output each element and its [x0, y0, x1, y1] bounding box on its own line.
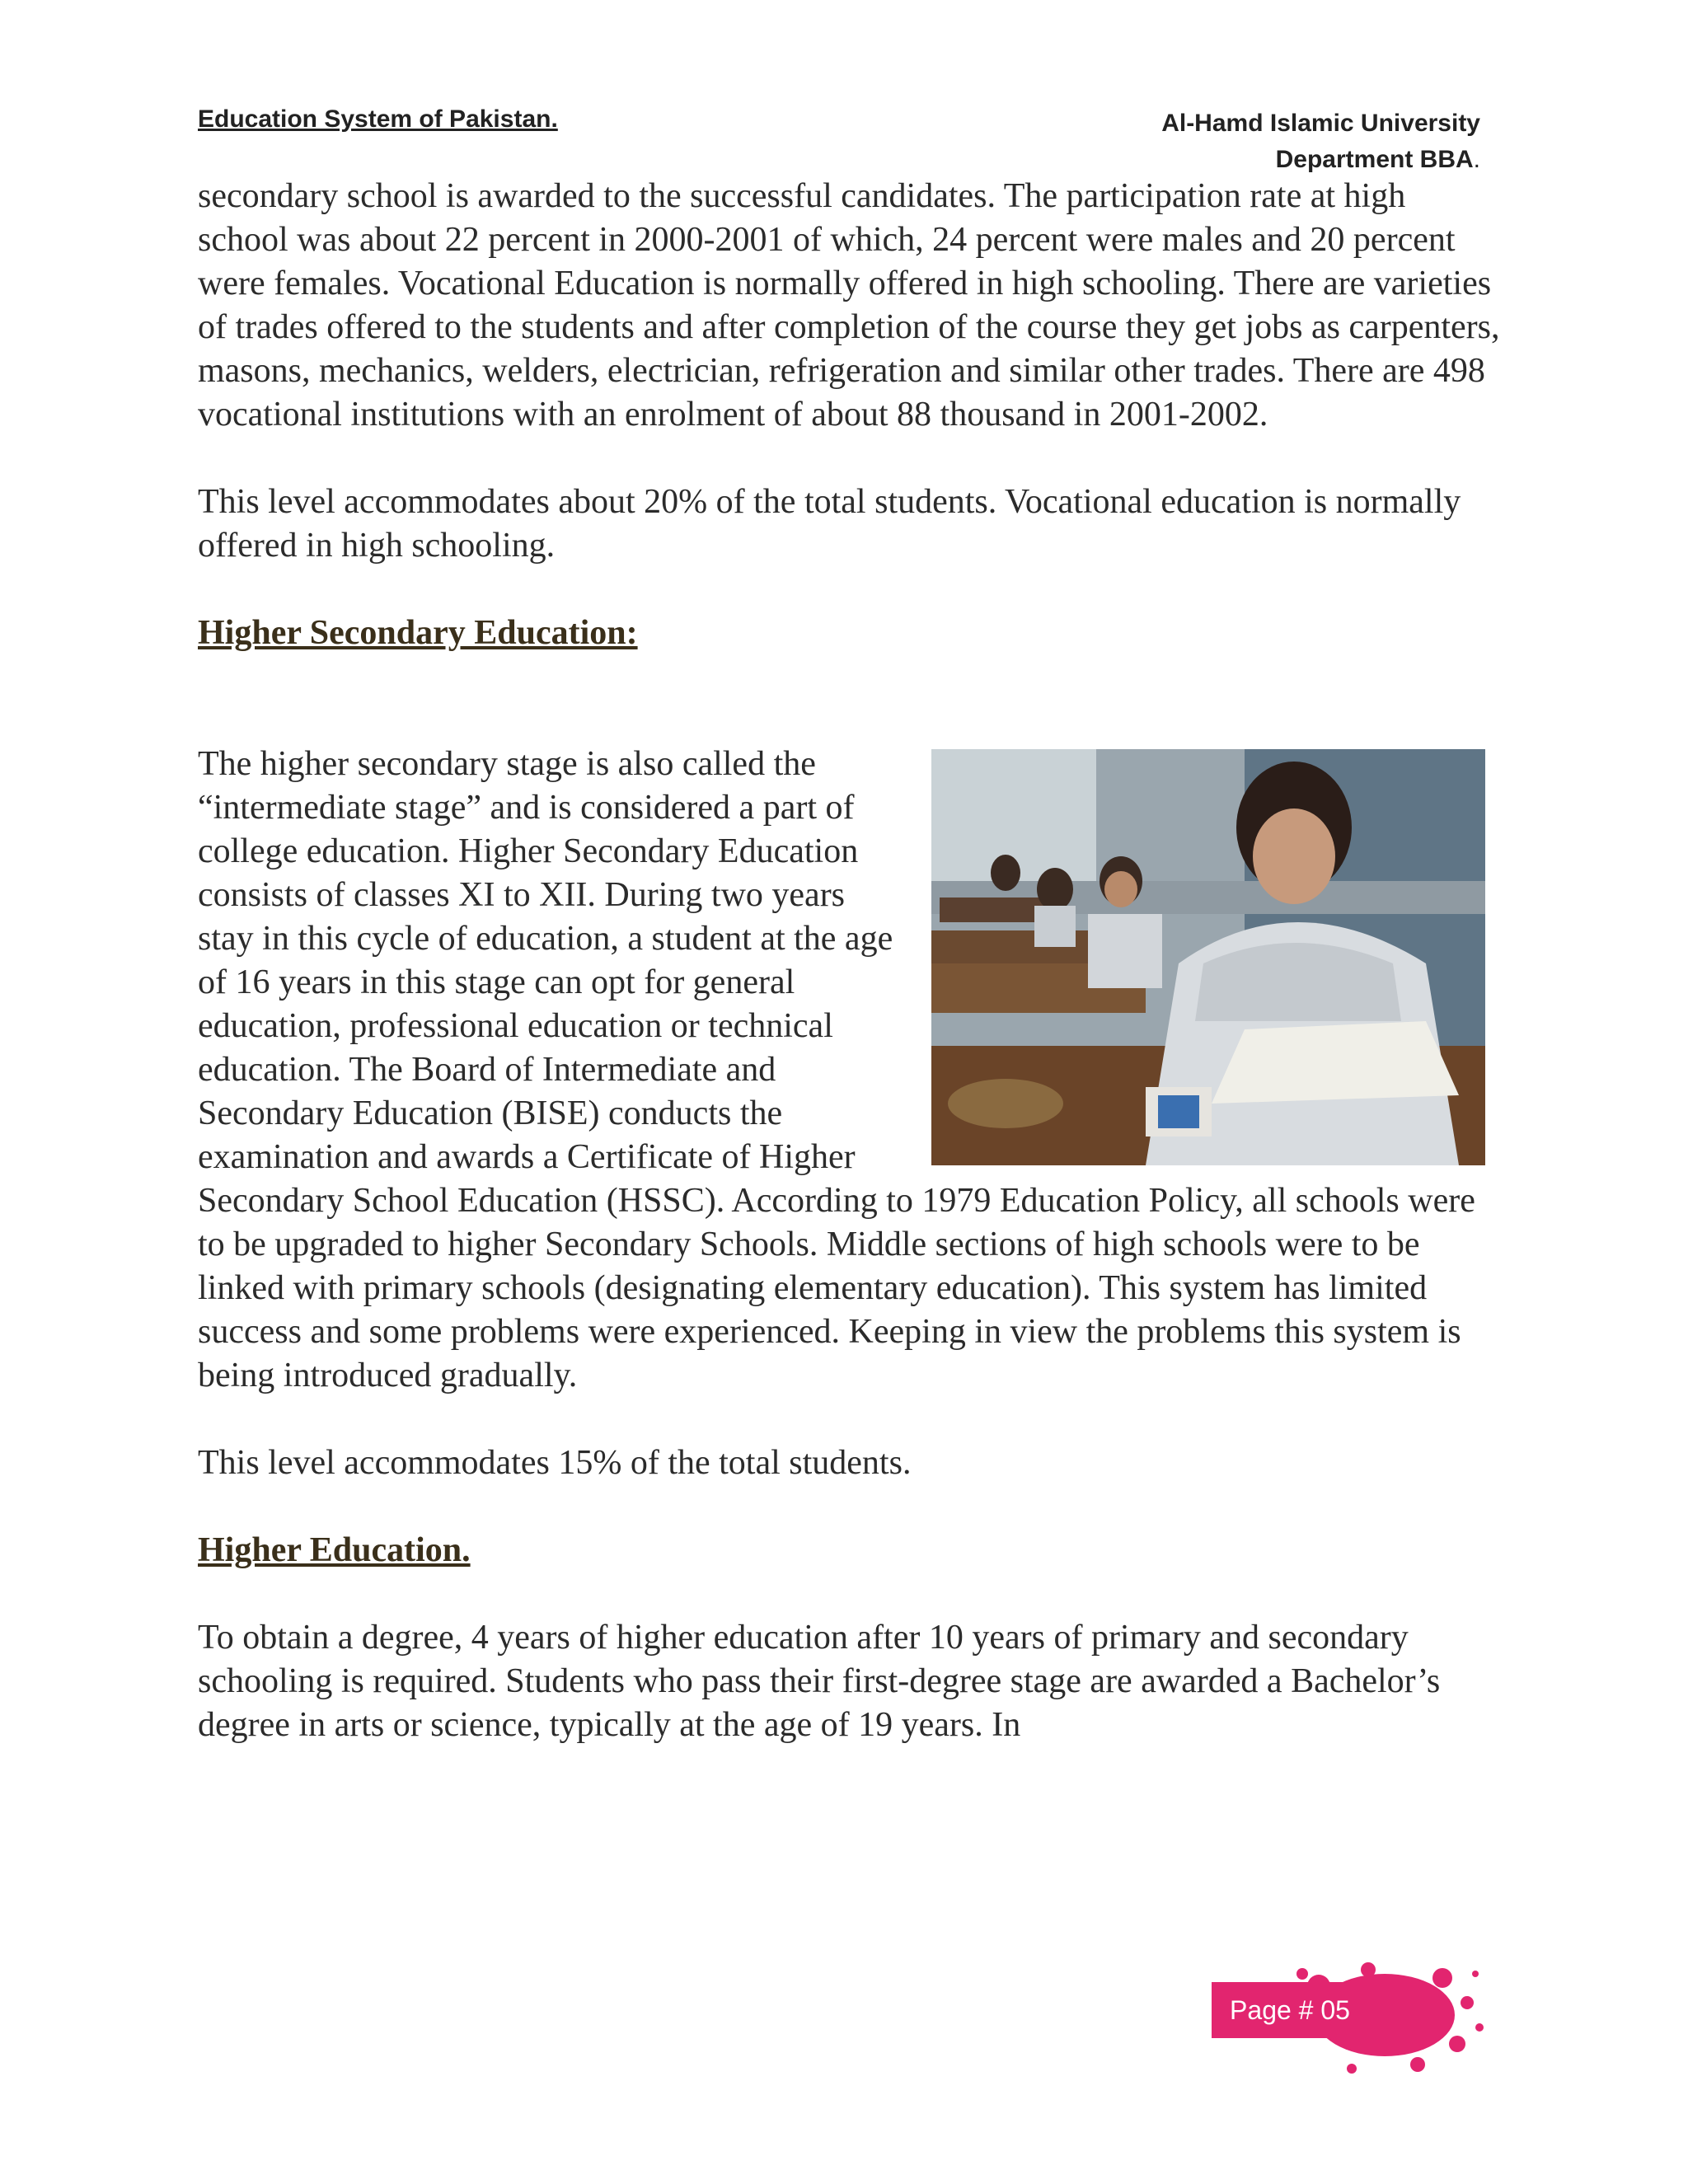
exam-hall-photo	[931, 749, 1485, 1165]
page-number-badge: Page # 05	[1212, 1982, 1368, 2038]
header-institution	[1161, 105, 1480, 178]
department-name: Department BBA	[1275, 146, 1474, 173]
paragraph-secondary-continuation: secondary school is awarded to the successful candidates. The participation rate at high school was about 22 percent in 2000-2001 of which, 24 percent were males and 20 percent were females. Vocational Education is normally offered in high schooling. There are varieties of trades offered to the students and after completion of the course they get jobs as carpenters, masons, mechanics, welders, electrician, refrigeration and similar other trades. There are 498 vocational institutions with an enrolment of about 88 thousand in 2001-2002.	[198, 177, 1500, 434]
document-title: Education System of Pakistan.	[198, 105, 558, 133]
heading-higher-secondary: Higher Secondary Education:	[198, 614, 638, 652]
university-name: Al-Hamd Islamic University	[1161, 110, 1480, 137]
paragraph-higher-secondary: The higher secondary stage is also called the “intermediate stage” and is considered a part of college education. Higher Secondary Education consists of classes XI to XII. During two years stay in this cycle of education, a student at the age of 16 years in this stage can opt for general education, professional education or technical education. The Board of Intermediate and Secondary Education (BISE) conducts the examination and awards a Certificate of Higher Secondary School Education (HSSC). According to 1979 Education Policy, all schools were to be upgraded to higher Secondary Schools. Middle sections of high schools were to be linked with primary schools (designating elementary education). This system has limited success and some problems were experienced. Keeping in view the problems this system is being introduced gradually.	[198, 745, 1475, 1394]
page-content	[198, 175, 1500, 1747]
paragraph-higher-secondary-share: This level accommodates 15% of the total students.	[198, 1444, 912, 1482]
department-line	[1161, 142, 1480, 178]
paragraph-high-school-share: This level accommodates about 20% of the total students. Vocational education is normally offered in high schooling.	[198, 483, 1461, 565]
paragraph-higher-education: To obtain a degree, 4 years of higher education after 10 years of primary and secondary schooling is required. Students who pass their first-degree stage are awarded a Bachelor’s degree in arts or science, typically at the age of 19 years. In	[198, 1619, 1441, 1744]
heading-higher-education: Higher Education.	[198, 1531, 471, 1569]
exam-hall-illustration	[931, 749, 1485, 1165]
department-suffix: .	[1473, 146, 1480, 173]
